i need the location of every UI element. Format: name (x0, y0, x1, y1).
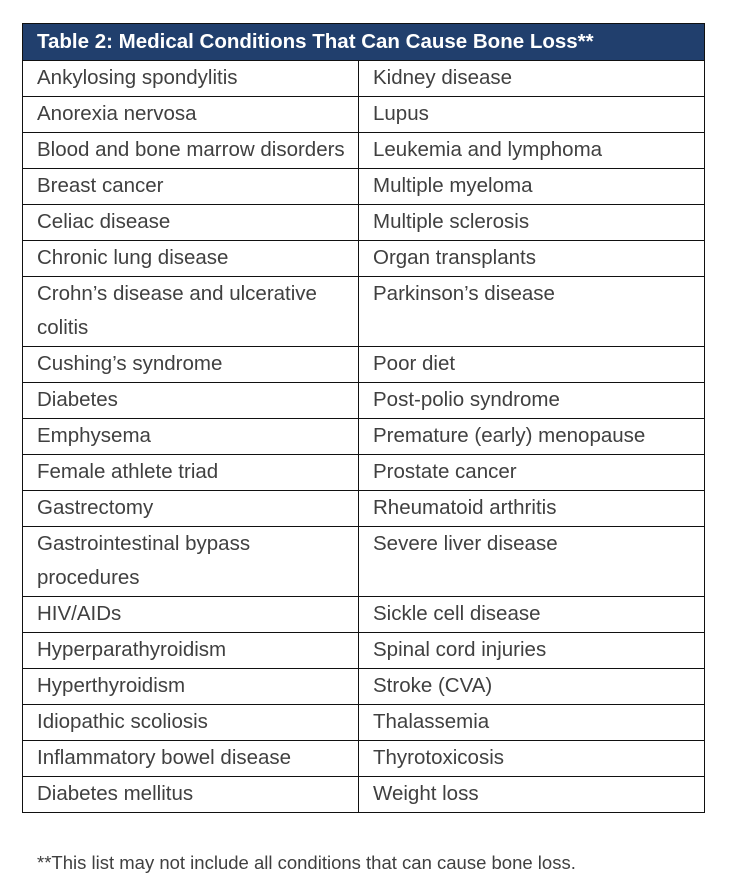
table-row (23, 205, 705, 241)
condition-cell-left (23, 633, 359, 669)
condition-cell-left (23, 169, 359, 205)
condition-text: Organ transplants (373, 246, 536, 269)
condition-text: Premature (early) menopause (373, 424, 646, 447)
table-row (23, 633, 705, 669)
condition-cell-right (359, 241, 705, 277)
table-row (23, 241, 705, 277)
condition-text: Female athlete triad (37, 460, 219, 483)
condition-cell-left (23, 527, 359, 597)
condition-text: Ankylosing spondylitis (37, 66, 238, 89)
table-row (23, 97, 705, 133)
condition-cell-left (23, 205, 359, 241)
condition-cell-left (23, 61, 359, 97)
condition-text: Parkinson’s disease (373, 282, 555, 305)
footnote: **This list may not include all conditions that can cause bone loss. (37, 852, 576, 873)
table-row (23, 169, 705, 205)
table-body (23, 61, 705, 813)
condition-cell-left (23, 97, 359, 133)
condition-cell-right (359, 705, 705, 741)
table-row (23, 383, 705, 419)
table-row (23, 669, 705, 705)
table-row (23, 491, 705, 527)
table-row (23, 277, 705, 347)
condition-text: Idiopathic scoliosis (37, 710, 208, 733)
condition-text: Crohn’s disease and ulcerative colitis (37, 282, 317, 339)
condition-cell-right (359, 61, 705, 97)
condition-text: Gastrectomy (37, 496, 154, 519)
condition-cell-right (359, 205, 705, 241)
condition-cell-right (359, 527, 705, 597)
condition-cell-right (359, 383, 705, 419)
conditions-table (22, 23, 705, 813)
condition-cell-right (359, 133, 705, 169)
condition-text: Stroke (CVA) (373, 674, 493, 697)
condition-text: Thalassemia (373, 710, 490, 733)
conditions-table-container (22, 23, 704, 813)
condition-text: Leukemia and lymphoma (373, 138, 603, 161)
condition-text: Anorexia nervosa (37, 102, 197, 125)
condition-text: Diabetes (37, 388, 118, 411)
condition-cell-left (23, 597, 359, 633)
table-header-row (23, 24, 705, 61)
condition-cell-left (23, 419, 359, 455)
condition-cell-left (23, 669, 359, 705)
condition-cell-left (23, 383, 359, 419)
condition-text: Blood and bone marrow disorders (37, 138, 345, 161)
condition-cell-left (23, 455, 359, 491)
table-row (23, 419, 705, 455)
table-row (23, 597, 705, 633)
condition-text: Lupus (373, 102, 429, 125)
condition-cell-right (359, 169, 705, 205)
condition-cell-right (359, 777, 705, 813)
condition-cell-left (23, 277, 359, 347)
condition-cell-right (359, 597, 705, 633)
table-row (23, 455, 705, 491)
condition-text: Hyperparathyroidism (37, 638, 227, 661)
table-row (23, 527, 705, 597)
condition-text: HIV/AIDs (37, 602, 122, 625)
condition-text: Multiple sclerosis (373, 210, 530, 233)
condition-text: Diabetes mellitus (37, 782, 194, 805)
table-row (23, 347, 705, 383)
condition-text: Weight loss (373, 782, 479, 805)
condition-text: Gastrointestinal bypass procedures (37, 532, 251, 589)
condition-text: Spinal cord injuries (373, 638, 547, 661)
condition-text: Kidney disease (373, 66, 513, 89)
condition-cell-left (23, 241, 359, 277)
condition-cell-left (23, 133, 359, 169)
condition-text: Emphysema (37, 424, 151, 447)
condition-cell-left (23, 741, 359, 777)
condition-cell-right (359, 741, 705, 777)
condition-text: Breast cancer (37, 174, 164, 197)
condition-cell-left (23, 347, 359, 383)
condition-text: Rheumatoid arthritis (373, 496, 557, 519)
table-row (23, 61, 705, 97)
condition-text: Hyperthyroidism (37, 674, 186, 697)
condition-cell-left (23, 777, 359, 813)
condition-text: Chronic lung disease (37, 246, 229, 269)
condition-text: Severe liver disease (373, 532, 558, 555)
condition-text: Post-polio syndrome (373, 388, 560, 411)
table-row (23, 705, 705, 741)
condition-text: Prostate cancer (373, 460, 517, 483)
condition-cell-right (359, 491, 705, 527)
condition-cell-left (23, 705, 359, 741)
table-row (23, 777, 705, 813)
condition-text: Multiple myeloma (373, 174, 533, 197)
condition-cell-right (359, 633, 705, 669)
condition-cell-right (359, 455, 705, 491)
table-title: Table 2: Medical Conditions That Can Cause Bone Loss** (23, 24, 705, 61)
condition-text: Poor diet (373, 352, 456, 375)
condition-text: Sickle cell disease (373, 602, 541, 625)
condition-cell-right (359, 347, 705, 383)
condition-cell-right (359, 669, 705, 705)
condition-cell-right (359, 277, 705, 347)
condition-cell-left (23, 491, 359, 527)
condition-text: Celiac disease (37, 210, 171, 233)
condition-text: Cushing’s syndrome (37, 352, 223, 375)
condition-cell-right (359, 97, 705, 133)
table-row (23, 741, 705, 777)
condition-text: Inflammatory bowel disease (37, 746, 292, 769)
condition-cell-right (359, 419, 705, 455)
condition-text: Thyrotoxicosis (373, 746, 505, 769)
table-row (23, 133, 705, 169)
